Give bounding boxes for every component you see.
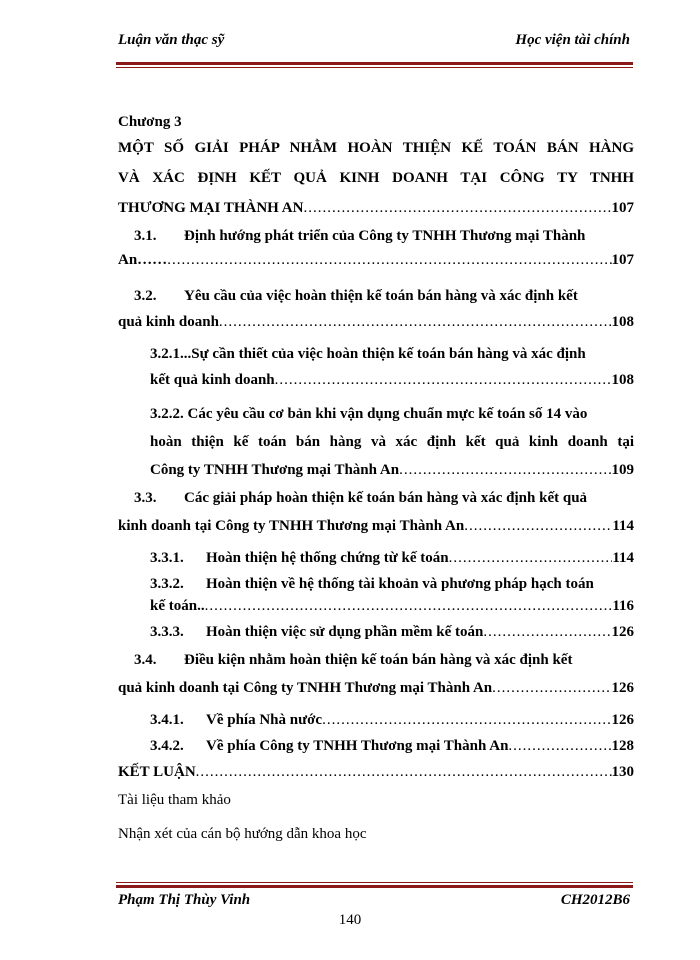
toc-entry-3-2-cont[interactable]: quả kinh doanh ..... 108 — [118, 314, 634, 334]
toc-entry-3-4[interactable]: 3.4. Điều kiện nhằm hoàn thiện kế toán bán hàng và xác định kết — [134, 652, 573, 668]
toc-entry-3-2-2[interactable]: 3.2.2. Các yêu cầu cơ bản khi vận dụng chuẩn mực kế toán số 14 vào — [150, 406, 588, 422]
toc-entry-3-4-2[interactable]: 3.4.2. Về phía Công ty TNHH Thương mại Thành An ..... 128 — [150, 738, 634, 758]
toc-entry-3-3-1[interactable]: 3.3.1. Hoàn thiện hệ thống chứng từ kế toán ..... 114 — [150, 550, 634, 570]
chapter-title-line-3: THƯƠNG MẠI THÀNH AN ..... 107 — [118, 200, 634, 220]
toc-entry-3-2-2-cont[interactable]: Công ty TNHH Thương mại Thành An ..... 109 — [150, 462, 634, 482]
toc-entry-3-1-cont[interactable]: An…… ..... 107 — [118, 252, 634, 272]
toc-entry-3-3-3[interactable]: 3.3.3. Hoàn thiện việc sử dụng phần mềm kế toán ..... 126 — [150, 624, 634, 644]
toc-entry-3-3-2[interactable]: 3.3.2. Hoàn thiện về hệ thống tài khoản và phương pháp hạch toán — [150, 576, 594, 592]
page-header — [118, 32, 630, 54]
footer-rule — [116, 882, 633, 888]
page-number: 140 — [338, 912, 362, 928]
toc-entry-conclusion[interactable]: KẾT LUẬN ..... 130 — [118, 764, 634, 784]
toc-entry-3-2[interactable]: 3.2. Yêu cầu của việc hoàn thiện kế toán bán hàng và xác định kết — [134, 288, 578, 304]
footer-class-code: CH2012B6 — [560, 892, 630, 908]
toc-entry-3-3-2-cont[interactable]: kế toán.. ..... 116 — [150, 598, 634, 618]
header-left: Luận văn thạc sỹ — [118, 32, 225, 48]
chapter-label: Chương 3 — [118, 114, 182, 130]
toc-entry-3-3-cont[interactable]: kinh doanh tại Công ty TNHH Thương mại Thành An ..... 114 — [118, 518, 634, 538]
toc-entry-references[interactable]: Tài liệu tham khảo — [118, 792, 231, 808]
toc-entry-reviewer[interactable]: Nhận xét của cán bộ hướng dẫn khoa học — [118, 826, 367, 842]
footer-author: Phạm Thị Thùy Vinh — [118, 892, 251, 908]
header-rule — [116, 62, 633, 68]
toc-entry-3-2-1[interactable]: 3.2.1...Sự cần thiết của việc hoàn thiện kế toán bán hàng và xác định — [150, 346, 586, 362]
chapter-title-line-2: VÀ XÁC ĐỊNH KẾT QUẢ KINH DOANH TẠI CÔNG TY TNHH — [118, 170, 634, 186]
toc-entry-3-4-1[interactable]: 3.4.1. Về phía Nhà nước ..... 126 — [150, 712, 634, 732]
toc-entry-3-1[interactable]: 3.1. Định hướng phát triển của Công ty TNHH Thương mại Thành — [134, 228, 586, 244]
chapter-title-line-1: MỘT SỐ GIẢI PHÁP NHẰM HOÀN THIỆN KẾ TOÁN BÁN HÀNG — [118, 140, 634, 156]
toc-entry-3-2-2-line-2[interactable]: hoàn thiện kế toán bán hàng và xác định kết quả kinh doanh tại — [150, 434, 634, 450]
toc-entry-3-4-cont[interactable]: quả kinh doanh tại Công ty TNHH Thương mại Thành An ..... 126 — [118, 680, 634, 700]
toc-entry-3-2-1-cont[interactable]: kết quả kinh doanh ..... 108 — [150, 372, 634, 392]
toc-entry-3-3[interactable]: 3.3. Các giải pháp hoàn thiện kế toán bán hàng và xác định kết quả — [134, 490, 588, 506]
header-right: Học viện tài chính — [515, 32, 630, 48]
